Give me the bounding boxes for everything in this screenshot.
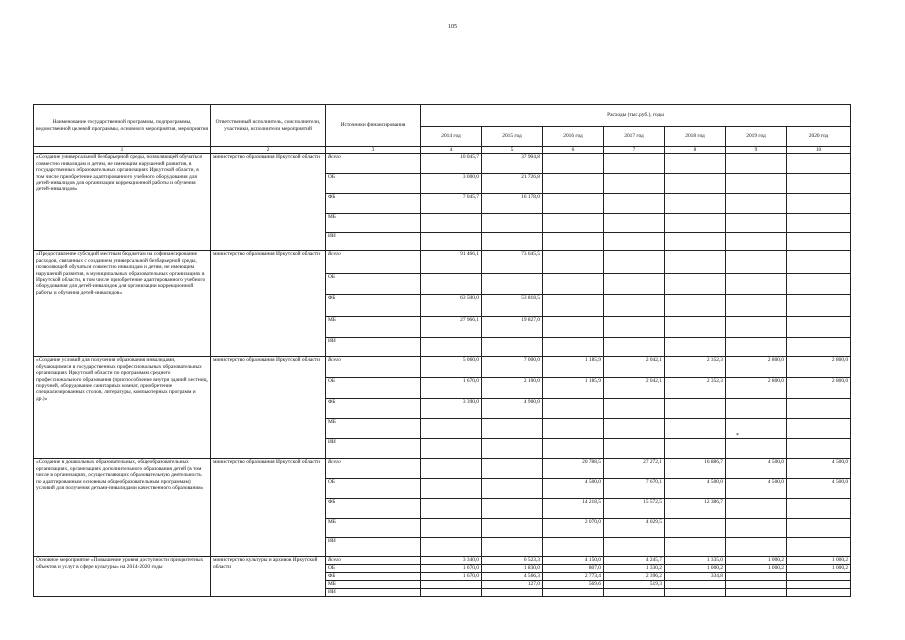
expense-value: 1 185,9 <box>543 357 604 378</box>
expense-value: 6 523,3 <box>482 557 543 565</box>
expense-value <box>421 274 482 295</box>
expense-value: 27 272,1 <box>604 459 665 479</box>
expense-value: 2 773,4 <box>543 573 604 581</box>
expense-value <box>482 538 543 557</box>
expense-value <box>726 581 787 589</box>
expense-value: 2 042,1 <box>604 378 665 399</box>
expense-value: 1 185,9 <box>543 378 604 399</box>
expense-value <box>482 214 543 233</box>
expense-value <box>421 499 482 519</box>
expense-value <box>604 194 665 214</box>
expense-value <box>726 214 787 233</box>
expense-value: 1 330,2 <box>604 565 665 573</box>
expense-value <box>787 338 851 357</box>
table-row <box>34 251 851 274</box>
expenses-table <box>33 104 851 597</box>
column-number-row <box>34 147 851 154</box>
expense-value <box>604 338 665 357</box>
expense-value <box>543 439 604 459</box>
expense-value: 807,0 <box>543 565 604 573</box>
expense-value <box>665 317 726 338</box>
expense-value: 37 904,8 <box>482 154 543 174</box>
funding-source: ИИ <box>326 439 421 459</box>
expense-value: 12 386,7 <box>665 499 726 519</box>
expense-value <box>726 233 787 251</box>
column-number: 2 <box>211 147 326 154</box>
measure-name: Основное мероприятие «Повышение уровня доступности приоритетных объектов и услуг в сфере культуры» на 2014-2020 годы <box>34 557 211 597</box>
expense-value <box>421 419 482 439</box>
expense-value <box>726 439 787 459</box>
expense-value: 4 500,0 <box>726 479 787 499</box>
expense-value: 127,0 <box>482 581 543 589</box>
expense-value <box>665 251 726 274</box>
expense-value <box>421 538 482 557</box>
header-sources: Источники финансирования <box>326 105 421 147</box>
expense-value <box>665 589 726 597</box>
expense-value <box>604 154 665 174</box>
expense-value <box>787 499 851 519</box>
expense-value: 4 500,0 <box>665 479 726 499</box>
table-row <box>34 357 851 378</box>
expense-value <box>665 519 726 538</box>
expense-value <box>726 538 787 557</box>
expense-value <box>726 419 787 439</box>
column-number: 9 <box>726 147 787 154</box>
expense-value: 2 800,0 <box>726 357 787 378</box>
expense-value <box>665 439 726 459</box>
header-year: 2019 год <box>726 127 787 147</box>
expense-value: 1 670,0 <box>421 378 482 399</box>
stray-mark: * <box>736 433 739 439</box>
expense-value: 1 670,0 <box>421 573 482 581</box>
expense-value <box>421 479 482 499</box>
expense-value: 2 800,0 <box>787 357 851 378</box>
expense-value <box>543 154 604 174</box>
expense-value <box>787 538 851 557</box>
expense-value <box>787 154 851 174</box>
expense-value: 73 645,5 <box>482 251 543 274</box>
expense-value <box>665 538 726 557</box>
expense-value <box>787 274 851 295</box>
funding-source: ОБ <box>326 479 421 499</box>
funding-source: ОБ <box>326 274 421 295</box>
expense-value <box>787 295 851 317</box>
expense-value: 4 500,0 <box>787 459 851 479</box>
expense-value <box>787 573 851 581</box>
expense-value <box>787 581 851 589</box>
expense-value <box>543 317 604 338</box>
header-year: 2018 год <box>665 127 726 147</box>
expense-value <box>787 214 851 233</box>
expense-value <box>482 589 543 597</box>
expense-value <box>726 154 787 174</box>
funding-source: ИИ <box>326 589 421 597</box>
table-row <box>34 459 851 479</box>
expense-value <box>604 233 665 251</box>
expense-value <box>543 251 604 274</box>
expense-value: 14 218,5 <box>543 499 604 519</box>
expense-value <box>665 214 726 233</box>
expense-value <box>482 439 543 459</box>
expense-value <box>726 295 787 317</box>
funding-source: ФБ <box>326 399 421 419</box>
expense-value <box>726 317 787 338</box>
expense-value <box>482 233 543 251</box>
expense-value <box>604 589 665 597</box>
expense-value: 91 466,1 <box>421 251 482 274</box>
expense-value: 10 045,7 <box>421 154 482 174</box>
expense-value <box>543 214 604 233</box>
header-year: 2015 год <box>482 127 543 147</box>
expense-value <box>604 251 665 274</box>
expense-value <box>787 174 851 194</box>
funding-source: ФБ <box>326 194 421 214</box>
expense-value <box>665 274 726 295</box>
expense-value <box>482 479 543 499</box>
measure-executor: министерство образования Иркутской области <box>211 251 326 357</box>
expense-value <box>726 174 787 194</box>
expense-value <box>421 459 482 479</box>
expense-value: 2 800,0 <box>726 378 787 399</box>
header-executor: Ответственный исполнитель, соисполнители, участники, исполнители мероприятий <box>211 105 326 147</box>
funding-source: МБ <box>326 419 421 439</box>
expense-value: 1 000,2 <box>787 557 851 565</box>
expense-value: 1 000,2 <box>726 557 787 565</box>
expense-value <box>665 154 726 174</box>
funding-source: ОБ <box>326 378 421 399</box>
expense-value <box>665 194 726 214</box>
expense-value <box>787 419 851 439</box>
funding-source: Всего <box>326 154 421 174</box>
column-number: 7 <box>604 147 665 154</box>
expense-value <box>787 317 851 338</box>
expense-value <box>421 439 482 459</box>
funding-source: МБ <box>326 581 421 589</box>
expense-value: 3 340,0 <box>421 557 482 565</box>
expense-value: 4 500,0 <box>787 479 851 499</box>
expense-value <box>543 295 604 317</box>
expense-value <box>421 338 482 357</box>
funding-source: МБ <box>326 214 421 233</box>
expense-value <box>604 317 665 338</box>
expense-value: 4 150,0 <box>543 557 604 565</box>
expense-value <box>665 174 726 194</box>
expense-value: 53 818,5 <box>482 295 543 317</box>
measure-name: «Создание универсальной безбарьерной среды, позволяющей обучаться совместно инвалидам и детям, не имеющим нарушений развития, в государственных образовательных организациях Иркутской области, в том числе приобретение адаптированного учебного оборудования для детей-инвалидов для организации коррекционной работы и обучения детей-инвалидов» <box>34 154 211 251</box>
measure-executor: министерство образования Иркутской области <box>211 154 326 251</box>
header-year: 2014 год <box>421 127 482 147</box>
measure-executor: министерство образования Иркутской области <box>211 357 326 459</box>
expense-value <box>726 194 787 214</box>
expense-value: 15 572,5 <box>604 499 665 519</box>
expense-value <box>421 589 482 597</box>
expense-value: 2 352,3 <box>665 378 726 399</box>
expense-value <box>421 519 482 538</box>
expense-value: 4 029,5 <box>604 519 665 538</box>
expense-value: 4 245,7 <box>604 557 665 565</box>
expense-value: 1 000,2 <box>787 565 851 573</box>
expense-value: 63 500,0 <box>421 295 482 317</box>
expense-value <box>421 214 482 233</box>
column-number: 6 <box>543 147 604 154</box>
expense-value <box>787 439 851 459</box>
expense-value <box>787 233 851 251</box>
expense-value: 2 352,3 <box>665 357 726 378</box>
expense-value: 4 500,0 <box>726 459 787 479</box>
expense-value <box>543 399 604 419</box>
funding-source: МБ <box>326 519 421 538</box>
expense-value <box>604 419 665 439</box>
funding-source: ОБ <box>326 565 421 573</box>
expense-value <box>482 459 543 479</box>
expense-value: 16 178,0 <box>482 194 543 214</box>
table-row <box>34 154 851 174</box>
column-number: 4 <box>421 147 482 154</box>
expense-value: 2 042,1 <box>604 357 665 378</box>
column-number: 5 <box>482 147 543 154</box>
expense-value: 1 000,2 <box>665 565 726 573</box>
measure-name: «Создание условий для получения образования инвалидами, обучающимися в государственных профессиональных образовательных организациях Иркутской области по программам среднего профессионального образования (приспособление внутри зданий лестниц, поручней, оборудование санитарных комнат, приобретение специализированных столов, литературы, компьютерных программ и др.)» <box>34 357 211 459</box>
expense-value: 19 827,0 <box>482 317 543 338</box>
expense-value <box>726 519 787 538</box>
expense-value <box>604 538 665 557</box>
expense-value <box>726 274 787 295</box>
expense-value <box>787 589 851 597</box>
expense-value <box>726 589 787 597</box>
expense-value: 2 070,0 <box>543 519 604 538</box>
funding-source: Всего <box>326 557 421 565</box>
expense-value: 20 788,5 <box>543 459 604 479</box>
expense-value <box>482 419 543 439</box>
funding-source: ФБ <box>326 295 421 317</box>
expense-value <box>665 338 726 357</box>
expense-value <box>726 251 787 274</box>
expense-value <box>543 194 604 214</box>
expense-value: 2 100,0 <box>482 378 543 399</box>
expense-value: 569,6 <box>543 581 604 589</box>
measure-executor: министерство культуры и архивов Иркутской области <box>211 557 326 597</box>
expense-value <box>543 419 604 439</box>
funding-source: ИИ <box>326 338 421 357</box>
funding-source: ОБ <box>326 174 421 194</box>
measure-executor: министерство образования Иркутской области <box>211 459 326 557</box>
expense-value <box>726 338 787 357</box>
expense-value: 16 886,7 <box>665 459 726 479</box>
expense-value <box>543 338 604 357</box>
expense-value <box>726 399 787 419</box>
expense-value <box>421 233 482 251</box>
expense-value: 7 670,1 <box>604 479 665 499</box>
funding-source: МБ <box>326 317 421 338</box>
expense-value: 5 060,0 <box>421 357 482 378</box>
expense-value <box>604 295 665 317</box>
expense-value <box>482 338 543 357</box>
expense-value <box>604 174 665 194</box>
header-year: 2016 год <box>543 127 604 147</box>
expense-value <box>482 274 543 295</box>
expense-value <box>726 573 787 581</box>
column-number: 1 <box>34 147 211 154</box>
expense-value <box>482 499 543 519</box>
expense-value: 519,3 <box>604 581 665 589</box>
header-year: 2017 год <box>604 127 665 147</box>
expense-value <box>665 233 726 251</box>
expense-value: 3 390,0 <box>421 399 482 419</box>
expense-value: 3 000,0 <box>421 174 482 194</box>
expense-value: 27 966,1 <box>421 317 482 338</box>
expense-value: 4 566,3 <box>482 573 543 581</box>
expense-value: 334,8 <box>665 573 726 581</box>
expense-value <box>665 581 726 589</box>
header-year: 2020 год <box>787 127 851 147</box>
funding-source: ИИ <box>326 233 421 251</box>
expense-value <box>543 174 604 194</box>
measure-name: «Предоставление субсидий местным бюджетам на софинансирование расходов, связанных с созданием универсальной безбарьерной среды, позволяющей обучаться совместно инвалидам и детям, не имеющим нарушений развития, в муниципальных образовательных организациях в Иркутской области, в том числе приобретение адаптированного учебного оборудования для детей-инвалидов для организации коррекционной работы и обучения детей-инвалидов» <box>34 251 211 357</box>
header-expenses: Расходы (тыс.руб.), годы <box>421 105 851 127</box>
expense-value <box>482 519 543 538</box>
expense-value: 4 900,0 <box>482 399 543 419</box>
expense-value: 1 830,0 <box>482 565 543 573</box>
expense-value <box>604 274 665 295</box>
expense-value: 2 396,2 <box>604 573 665 581</box>
expense-value: 7 045,7 <box>421 194 482 214</box>
expense-value <box>543 589 604 597</box>
funding-source: Всего <box>326 459 421 479</box>
funding-source: Всего <box>326 357 421 378</box>
header-name: Наименование государственной программы, подпрограммы, ведомственной целевой программы, основного мероприятия, мероприятия <box>34 105 211 147</box>
expense-value <box>543 274 604 295</box>
expense-value <box>787 194 851 214</box>
expense-value: 4 500,0 <box>543 479 604 499</box>
expense-value: 1 670,0 <box>421 565 482 573</box>
expense-value <box>726 499 787 519</box>
expense-value <box>787 519 851 538</box>
expense-value <box>543 538 604 557</box>
expense-value <box>665 295 726 317</box>
funding-source: ИИ <box>326 538 421 557</box>
page-number: 105 <box>448 24 457 30</box>
expense-value <box>665 419 726 439</box>
funding-source: ФБ <box>326 499 421 519</box>
measure-name: «Создание в дошкольных образовательных, общеобразовательных организациях, организациях дополнительного образования детей (в том числе в организациях, осуществляющих образовательную деятельность по адаптированным основным общеобразовательным программам) условий для получения детьми-инвалидами качественного образования» <box>34 459 211 557</box>
expense-value <box>543 233 604 251</box>
expense-value <box>604 214 665 233</box>
expense-value <box>665 399 726 419</box>
table-row <box>34 557 851 565</box>
expense-value: 1 335,0 <box>665 557 726 565</box>
expense-value: 21 726,8 <box>482 174 543 194</box>
expense-value: 2 800,0 <box>787 378 851 399</box>
expense-value: 1 000,2 <box>726 565 787 573</box>
column-number: 10 <box>787 147 851 154</box>
expense-value <box>787 251 851 274</box>
expense-value <box>421 581 482 589</box>
funding-source: Всего <box>326 251 421 274</box>
funding-source: ФБ <box>326 573 421 581</box>
column-number: 3 <box>326 147 421 154</box>
expense-value <box>604 439 665 459</box>
column-number: 8 <box>665 147 726 154</box>
expense-value <box>787 399 851 419</box>
expense-value: 7 000,0 <box>482 357 543 378</box>
expense-value <box>604 399 665 419</box>
